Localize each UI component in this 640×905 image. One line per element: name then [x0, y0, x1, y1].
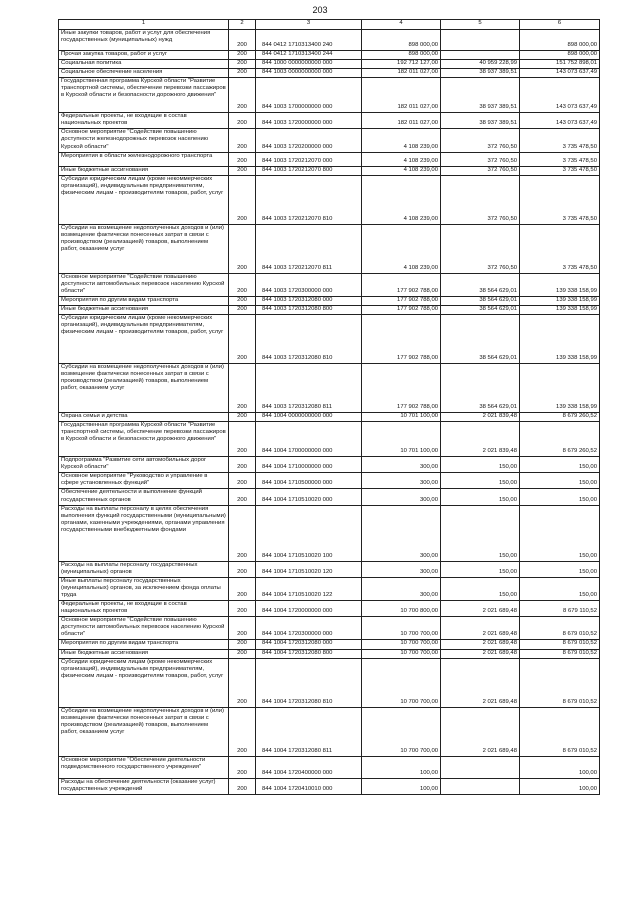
row-name: Государственная программа Курской области "Развитие транспортной системы, обеспечение перевозки пассажиров в Курской области и безопасности дорожного движения" [59, 78, 229, 113]
row-value-col4: 10 701 100,00 [362, 422, 441, 457]
row-classification-code: 844 1004 1720000000 000 [256, 601, 362, 617]
row-value-col6: 8 679 010,52 [520, 649, 600, 658]
row-value-col6: 150,00 [520, 577, 600, 600]
row-value-col4: 300,00 [362, 473, 441, 489]
table-header-row [59, 20, 600, 30]
table-row [59, 296, 600, 305]
row-code: 200 [229, 640, 256, 649]
row-value-col6: 151 752 898,01 [520, 60, 600, 69]
row-value-col6: 143 073 637,49 [520, 78, 600, 113]
row-name: Мероприятия по другим видам транспорта [59, 640, 229, 649]
row-code: 200 [229, 505, 256, 561]
row-name: Субсидии на возмещение недополученных доходов и (или) возмещение фактически понесенных затрат в связи с производством (реализацией) товаров, выполнением работ, оказанием услуг [59, 224, 229, 273]
row-classification-code: 844 1003 1720300000 000 [256, 273, 362, 296]
row-code: 200 [229, 60, 256, 69]
row-name: Субсидии юридическим лицам (кроме некоммерческих организаций), индивидуальным предпринимателям, физическим лицам - производителям товаров, работ, услуг [59, 658, 229, 707]
row-value-col4: 192 712 127,00 [362, 60, 441, 69]
row-value-col6: 143 073 637,49 [520, 113, 600, 129]
row-name: Государственная программа Курской области "Развитие транспортной системы, обеспечение перевозки пассажиров в Курской области и безопасности дорожного движения" [59, 422, 229, 457]
row-value-col4: 10 700 700,00 [362, 658, 441, 707]
table-row [59, 113, 600, 129]
row-code: 200 [229, 422, 256, 457]
row-code: 200 [229, 617, 256, 640]
row-code: 200 [229, 273, 256, 296]
row-value-col4: 4 108 239,00 [362, 152, 441, 166]
row-code: 200 [229, 649, 256, 658]
row-value-col4: 4 108 239,00 [362, 175, 441, 224]
row-value-col6: 8 679 010,52 [520, 640, 600, 649]
row-value-col6: 100,00 [520, 778, 600, 794]
row-name: Иные закупки товаров, работ и услуг для обеспечения государственных (муниципальных) нужд [59, 30, 229, 51]
row-value-col4: 10 700 800,00 [362, 601, 441, 617]
table-row [59, 707, 600, 756]
table-row [59, 224, 600, 273]
row-value-col6: 3 735 478,50 [520, 152, 600, 166]
row-value-col5: 150,00 [441, 473, 520, 489]
page-number: 203 [312, 5, 328, 15]
row-value-col4: 100,00 [362, 778, 441, 794]
row-classification-code: 844 1003 1720312080 800 [256, 306, 362, 315]
row-name: Социальное обеспечение населения [59, 69, 229, 78]
row-value-col6: 139 338 158,99 [520, 306, 600, 315]
row-classification-code: 844 1004 1720410010 000 [256, 778, 362, 794]
row-name: Прочая закупка товаров, работ и услуг [59, 51, 229, 60]
row-value-col5: 2 021 689,48 [441, 707, 520, 756]
row-value-col6: 3 735 478,50 [520, 166, 600, 175]
row-value-col4: 10 700 700,00 [362, 617, 441, 640]
table-row [59, 658, 600, 707]
row-name: Расходы на выплаты персоналу государственных (муниципальных) органов [59, 561, 229, 577]
row-classification-code: 844 1003 0000000000 000 [256, 69, 362, 78]
row-value-col4: 177 902 788,00 [362, 296, 441, 305]
row-value-col6: 8 679 010,52 [520, 617, 600, 640]
row-value-col6: 150,00 [520, 473, 600, 489]
row-classification-code: 844 1004 1710000000 000 [256, 457, 362, 473]
table-row [59, 778, 600, 794]
row-name: Обеспечение деятельности и выполнение функций государственных органов [59, 489, 229, 505]
row-value-col5: 2 021 839,48 [441, 413, 520, 422]
row-value-col4: 177 902 788,00 [362, 306, 441, 315]
row-name: Федеральные проекты, не входящие в состав национальных проектов [59, 113, 229, 129]
row-value-col5 [441, 756, 520, 778]
row-classification-code: 844 0412 1710313400 240 [256, 30, 362, 51]
row-value-col5 [441, 51, 520, 60]
row-value-col5: 372 760,50 [441, 129, 520, 152]
row-code: 200 [229, 129, 256, 152]
row-name: Охрана семьи и детства [59, 413, 229, 422]
table-row [59, 561, 600, 577]
row-code: 200 [229, 175, 256, 224]
row-value-col4: 300,00 [362, 489, 441, 505]
table-row [59, 413, 600, 422]
row-name: Мероприятия по другим видам транспорта [59, 296, 229, 305]
row-value-col4: 300,00 [362, 577, 441, 600]
row-classification-code: 844 1004 0000000000 000 [256, 413, 362, 422]
row-value-col4: 898 000,00 [362, 51, 441, 60]
row-classification-code: 844 1003 1720000000 000 [256, 113, 362, 129]
row-code: 200 [229, 296, 256, 305]
row-value-col5: 150,00 [441, 457, 520, 473]
row-value-col6: 8 679 260,52 [520, 413, 600, 422]
row-value-col6: 8 679 260,52 [520, 422, 600, 457]
table-row [59, 306, 600, 315]
row-classification-code: 844 1004 1720312080 800 [256, 649, 362, 658]
table-row [59, 505, 600, 561]
table-row [59, 315, 600, 364]
table-row [59, 640, 600, 649]
row-classification-code: 844 1004 1720400000 000 [256, 756, 362, 778]
row-name: Иные бюджетные ассигнования [59, 306, 229, 315]
row-value-col6: 8 679 010,52 [520, 707, 600, 756]
row-classification-code: 844 1004 1720312080 000 [256, 640, 362, 649]
row-value-col5: 38 564 629,01 [441, 273, 520, 296]
row-name: Основное мероприятие "Содействие повышению доступности автомобильных перевозок населению Курской области" [59, 617, 229, 640]
row-value-col5 [441, 30, 520, 51]
row-classification-code: 844 1003 1720212070 810 [256, 175, 362, 224]
row-value-col5: 2 021 689,48 [441, 658, 520, 707]
row-value-col5: 2 021 689,48 [441, 617, 520, 640]
row-value-col6: 150,00 [520, 561, 600, 577]
table-row [59, 152, 600, 166]
row-name: Мероприятия в области железнодорожного транспорта [59, 152, 229, 166]
row-code: 200 [229, 78, 256, 113]
row-value-col4: 4 108 239,00 [362, 129, 441, 152]
row-value-col5: 150,00 [441, 561, 520, 577]
row-value-col4: 300,00 [362, 457, 441, 473]
table-row [59, 69, 600, 78]
row-value-col4: 182 011 027,00 [362, 78, 441, 113]
row-code: 200 [229, 473, 256, 489]
row-classification-code: 844 1004 1720312080 810 [256, 658, 362, 707]
row-value-col4: 177 902 788,00 [362, 273, 441, 296]
row-code: 200 [229, 166, 256, 175]
row-value-col5: 40 959 228,99 [441, 60, 520, 69]
row-value-col6: 3 735 478,50 [520, 224, 600, 273]
row-value-col5: 2 021 689,48 [441, 640, 520, 649]
row-value-col5: 38 564 629,01 [441, 315, 520, 364]
row-code: 200 [229, 756, 256, 778]
row-name: Иные бюджетные ассигнования [59, 166, 229, 175]
row-code: 200 [229, 152, 256, 166]
row-classification-code: 844 1004 1710510020 122 [256, 577, 362, 600]
row-value-col4: 177 902 788,00 [362, 364, 441, 413]
row-value-col4: 100,00 [362, 756, 441, 778]
row-value-col6: 3 735 478,50 [520, 129, 600, 152]
row-classification-code: 844 0412 1710313400 244 [256, 51, 362, 60]
row-classification-code: 844 1003 1700000000 000 [256, 78, 362, 113]
table-row [59, 129, 600, 152]
row-value-col6: 150,00 [520, 457, 600, 473]
row-name: Субсидии на возмещение недополученных доходов и (или) возмещение фактически понесенных затрат в связи с производством (реализацией) товаров, выполнением работ, оказанием услуг [59, 364, 229, 413]
row-classification-code: 844 1004 1700000000 000 [256, 422, 362, 457]
row-value-col5: 2 021 689,48 [441, 601, 520, 617]
table-row [59, 457, 600, 473]
row-code: 200 [229, 561, 256, 577]
row-value-col4: 10 700 700,00 [362, 640, 441, 649]
table-row [59, 78, 600, 113]
row-name: Субсидии юридическим лицам (кроме некоммерческих организаций), индивидуальным предпринимателям, физическим лицам - производителям товаров, работ, услуг [59, 175, 229, 224]
row-name: Расходы на выплаты персоналу в целях обеспечения выполнения функций государственными (муниципальными) органами, казенными учреждениями, органами управления государственными внебюджетными фондами [59, 505, 229, 561]
row-value-col5: 372 760,50 [441, 175, 520, 224]
row-value-col6: 139 338 158,99 [520, 315, 600, 364]
row-value-col5: 150,00 [441, 505, 520, 561]
table-row [59, 422, 600, 457]
table-row [59, 756, 600, 778]
row-value-col5: 372 760,50 [441, 152, 520, 166]
column-header: 6 [520, 20, 600, 30]
row-value-col5: 38 564 629,01 [441, 296, 520, 305]
table-row [59, 601, 600, 617]
row-classification-code: 844 1004 1720300000 000 [256, 617, 362, 640]
row-name: Расходы на обеспечение деятельности (оказание услуг) государственных учреждений [59, 778, 229, 794]
row-name: Субсидии на возмещение недополученных доходов и (или) возмещение фактически понесенных затрат в связи с производством (реализацией) товаров, выполнением работ, оказанием услуг [59, 707, 229, 756]
row-value-col5: 38 937 389,51 [441, 78, 520, 113]
row-name: Подпрограмма "Развитие сети автомобильных дорог Курской области" [59, 457, 229, 473]
row-value-col6: 143 073 637,49 [520, 69, 600, 78]
row-value-col6: 139 338 158,99 [520, 273, 600, 296]
column-header: 1 [59, 20, 229, 30]
row-value-col5: 2 021 689,48 [441, 649, 520, 658]
row-value-col5: 38 937 389,51 [441, 69, 520, 78]
row-value-col4: 10 701 100,00 [362, 413, 441, 422]
row-value-col4: 898 000,00 [362, 30, 441, 51]
row-name: Социальная политика [59, 60, 229, 69]
row-value-col4: 300,00 [362, 505, 441, 561]
table-row [59, 60, 600, 69]
table-row [59, 489, 600, 505]
row-classification-code: 844 1004 1710510020 120 [256, 561, 362, 577]
row-name: Федеральные проекты, не входящие в состав национальных проектов [59, 601, 229, 617]
table-row [59, 166, 600, 175]
table-row [59, 364, 600, 413]
row-name: Основное мероприятие "Содействие повышению доступности железнодорожных перевозок населению Курской области" [59, 129, 229, 152]
row-value-col5: 2 021 839,48 [441, 422, 520, 457]
row-value-col5: 38 564 629,01 [441, 364, 520, 413]
row-classification-code: 844 1004 1710500000 000 [256, 473, 362, 489]
row-value-col6: 898 000,00 [520, 30, 600, 51]
row-value-col4: 182 011 027,00 [362, 69, 441, 78]
row-code: 200 [229, 457, 256, 473]
row-name: Основное мероприятие "Содействие повышению доступности автомобильных перевозок населению Курской области" [59, 273, 229, 296]
row-code: 200 [229, 601, 256, 617]
row-name: Основное мероприятие "Обеспечение деятельности подведомственного государственного учреждения" [59, 756, 229, 778]
row-value-col5: 150,00 [441, 489, 520, 505]
table-row [59, 649, 600, 658]
table-row [59, 273, 600, 296]
row-value-col4: 300,00 [362, 561, 441, 577]
row-value-col5: 372 760,50 [441, 224, 520, 273]
row-code: 200 [229, 224, 256, 273]
row-classification-code: 844 1004 1720312080 811 [256, 707, 362, 756]
row-classification-code: 844 1000 0000000000 000 [256, 60, 362, 69]
row-code: 200 [229, 113, 256, 129]
row-value-col4: 177 902 788,00 [362, 315, 441, 364]
row-code: 200 [229, 658, 256, 707]
row-code: 200 [229, 413, 256, 422]
budget-table [58, 19, 600, 795]
row-classification-code: 844 1004 1710510020 000 [256, 489, 362, 505]
row-value-col6: 139 338 158,99 [520, 364, 600, 413]
table-row [59, 617, 600, 640]
row-code: 200 [229, 30, 256, 51]
table-row [59, 30, 600, 51]
row-classification-code: 844 1003 1720212070 811 [256, 224, 362, 273]
row-value-col5: 150,00 [441, 577, 520, 600]
row-value-col5: 38 937 389,51 [441, 113, 520, 129]
row-value-col6: 150,00 [520, 505, 600, 561]
row-name: Иные выплаты персоналу государственных (муниципальных) органов, за исключением фонда оплаты труда [59, 577, 229, 600]
row-value-col4: 4 108 239,00 [362, 166, 441, 175]
column-header: 4 [362, 20, 441, 30]
row-code: 200 [229, 489, 256, 505]
row-value-col6: 898 000,00 [520, 51, 600, 60]
row-value-col6: 139 338 158,99 [520, 296, 600, 305]
row-value-col6: 8 679 110,52 [520, 601, 600, 617]
table-row [59, 51, 600, 60]
row-value-col6: 100,00 [520, 756, 600, 778]
row-code: 200 [229, 778, 256, 794]
row-value-col4: 10 700 700,00 [362, 707, 441, 756]
row-code: 200 [229, 69, 256, 78]
row-code: 200 [229, 51, 256, 60]
row-classification-code: 844 1003 1720212070 800 [256, 166, 362, 175]
row-classification-code: 844 1003 1720312080 000 [256, 296, 362, 305]
table-row [59, 175, 600, 224]
row-value-col6: 150,00 [520, 489, 600, 505]
row-code: 200 [229, 315, 256, 364]
row-value-col5: 372 760,50 [441, 166, 520, 175]
row-code: 200 [229, 364, 256, 413]
row-classification-code: 844 1003 1720312080 811 [256, 364, 362, 413]
table-row [59, 473, 600, 489]
row-value-col6: 8 679 010,52 [520, 658, 600, 707]
row-classification-code: 844 1003 1720200000 000 [256, 129, 362, 152]
column-header: 3 [256, 20, 362, 30]
table-row [59, 577, 600, 600]
row-code: 200 [229, 577, 256, 600]
row-value-col5: 38 564 629,01 [441, 306, 520, 315]
row-name: Субсидии юридическим лицам (кроме некоммерческих организаций), индивидуальным предпринимателям, физическим лицам - производителям товаров, работ, услуг [59, 315, 229, 364]
row-classification-code: 844 1003 1720312080 810 [256, 315, 362, 364]
row-classification-code: 844 1004 1710510020 100 [256, 505, 362, 561]
row-classification-code: 844 1003 1720212070 000 [256, 152, 362, 166]
row-code: 200 [229, 306, 256, 315]
row-value-col5 [441, 778, 520, 794]
row-value-col4: 182 011 027,00 [362, 113, 441, 129]
column-header: 5 [441, 20, 520, 30]
row-name: Основное мероприятие "Руководство и управление в сфере установленных функций" [59, 473, 229, 489]
row-value-col6: 3 735 478,50 [520, 175, 600, 224]
row-name: Иные бюджетные ассигнования [59, 649, 229, 658]
row-value-col4: 10 700 700,00 [362, 649, 441, 658]
row-value-col4: 4 108 239,00 [362, 224, 441, 273]
row-code: 200 [229, 707, 256, 756]
column-header: 2 [229, 20, 256, 30]
